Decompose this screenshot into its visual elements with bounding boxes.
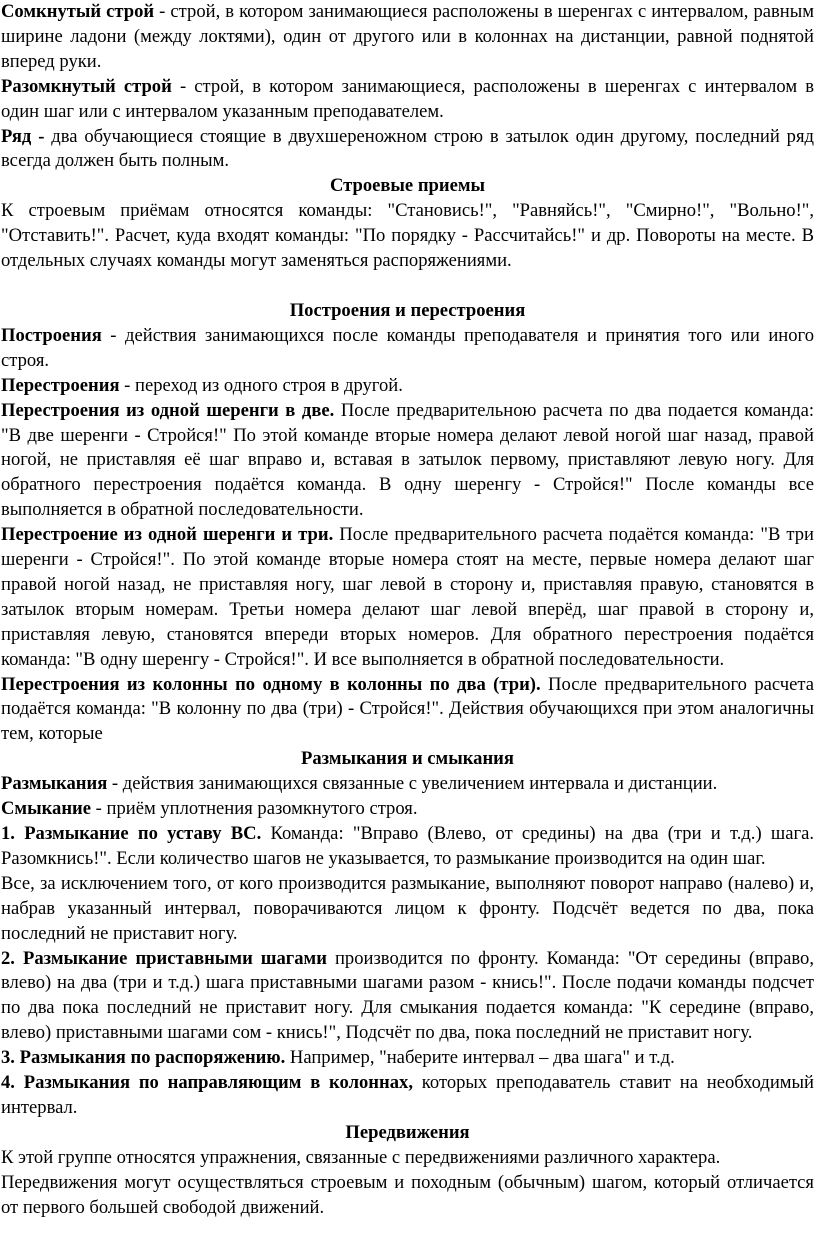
movements-text: К этой группе относятся упражнения, связанные с передвижениями различного характера. (1, 1146, 721, 1168)
opening-item (1, 797, 814, 822)
term: Ряд - (1, 125, 45, 147)
item-text: - действия занимающихся после команды преподавателя и принятия того или иного строя. (1, 324, 814, 371)
term: Сомкнутый строй (1, 1, 155, 22)
formations-item (1, 399, 814, 524)
item-text: Все, за исключением того, от кого производится размыкание, выполняют поворот направо (налево) и, набрав указанный интервал, поворачиваются лицом к фронту. Подсчёт ведется по два, пока последний не приставит ногу. (1, 872, 814, 944)
term: 4. Размыкания по направляющим в колоннах, (1, 1072, 413, 1094)
definition-open-formation (1, 75, 814, 125)
item-text: После предварительною расчета по два подается команда: "В две шеренги - Стройся!" По этой команде вторые номера делают левой ногой шаг назад, правой ногой, не приставляя её шаг вправо и, вставая в затылок первому, приставляют левую ногу. Для обратного перестроения подаётся команда. В одну шеренгу - Стройся!" После команды все выполняется в обратной последовательности. (1, 399, 814, 521)
opening-item (1, 1046, 814, 1071)
term: 1. Размыкание по уставу ВС. (1, 823, 262, 844)
definition-row (1, 125, 814, 175)
item-text: производится по фронту. Команда: "От середины (вправо, влево) на два (три и т.д.) шага приставными шагами разом - кнись!". После подачи команды подсчет по два пока последний не приставит ногу. Для смыкания подается команда: "К середине (вправо, влево) приставными шагами сом - кнись!", Подсчёт по два, пока последний не приставит ногу. (1, 947, 814, 1044)
heading-opening-closing: Размыкания и смыкания (301, 748, 514, 770)
item-text: - приём уплотнения разомкнутого строя. (91, 798, 418, 820)
definition-text: - строй, в котором занимающиеся расположены в шеренгах с интервалом, равным ширине ладони (между локтями), один от другого или в колоннах на дистанции, равной поднятой вперед руки. (1, 1, 814, 72)
definition-text: два обучающиеся стоящие в двухшереножном строю в затылок один другому, последний ряд всегда должен быть полным. (1, 125, 814, 172)
heading-formations: Построения и перестроения (289, 299, 526, 321)
item-text: После предварительного расчета подаётся команда: "В три шеренги - Стройся!". По этой команде вторые номера стоят на месте, первые номера делают шаг правой ногой назад, не приставляя ногу, шаг левой в сторону и, приставляя правую, становятся в затылок вторым номерам. Третьи номера делают шаг левой вперёд, шаг правой в сторону и, приставляя левую, становятся впереди вторых номеров. Для обратного перестроения подаётся команда: "В одну шеренгу - Стройся!". И все выполняется в обратной последовательности. (1, 524, 814, 670)
formations-item (1, 523, 814, 672)
term: Разомкнутый строй (1, 75, 172, 97)
item-text: Команда: "Вправо (Влево, от средины) на два (три и т.д.) шага. Разомкнись!". Если количество шагов не указывается, то размыкание производится на один шаг. (1, 823, 814, 869)
item-text: Например, "наберите интервал – два шага" и т.д. (285, 1047, 675, 1069)
opening-item (1, 947, 814, 1047)
term: 3. Размыкания по распоряжению. (1, 1047, 286, 1069)
item-text: - действия занимающихся связанные с увеличением интервала и дистанции. (107, 773, 718, 795)
item-text: - переход из одного строя в другой. (119, 374, 403, 396)
definition-closed-formation (1, 0, 814, 75)
movements-text: Передвижения могут осуществляться строевым и походным (обычным) шагом, который отличается от первого большей свободой движений. (1, 1171, 814, 1218)
term: Перестроения из одной шеренги в две. (1, 399, 335, 421)
term: Перестроения (1, 374, 120, 396)
heading-drill-techniques: Строевые приемы (329, 175, 486, 197)
heading-movements: Передвижения (345, 1121, 470, 1143)
formations-item (1, 324, 814, 374)
opening-item (1, 872, 814, 947)
term: Размыкания (1, 773, 108, 795)
term: Перестроение из одной шеренги и три. (1, 524, 334, 546)
opening-item (1, 822, 814, 872)
formations-item (1, 374, 814, 399)
term: Перестроения из колонны по одному в колонны по два (три). (1, 673, 541, 695)
drill-techniques-text: К строевым приёмам относятся команды: "Становись!", "Равняйсь!", "Смирно!", "Вольно!", "Отставить!". Расчет, куда входят команды: "По порядку - Рассчитайсь!" и др. Повороты на месте. В отдельных случаях команды могут заменяться распоряжениями. (1, 200, 814, 272)
blank-line (1, 274, 814, 299)
definition-text: - строй, в котором занимающиеся, расположены в шеренгах с интервалом в один шаг или с интервалом указанным преподавателем. (1, 75, 815, 122)
item-text: После предварительного расчета подаётся команда: "В колонну по два (три) - Стройся!". Действия обучающихся при этом аналогичны тем, которые (1, 673, 814, 745)
formations-item (1, 673, 814, 748)
term: 2. Размыкание приставными шагами (1, 947, 327, 969)
opening-item (1, 1071, 814, 1121)
term: Построения (1, 324, 102, 346)
opening-item (1, 772, 814, 797)
term: Смыкание (1, 798, 92, 820)
item-text: которых преподаватель ставит на необходимый интервал. (1, 1072, 815, 1118)
